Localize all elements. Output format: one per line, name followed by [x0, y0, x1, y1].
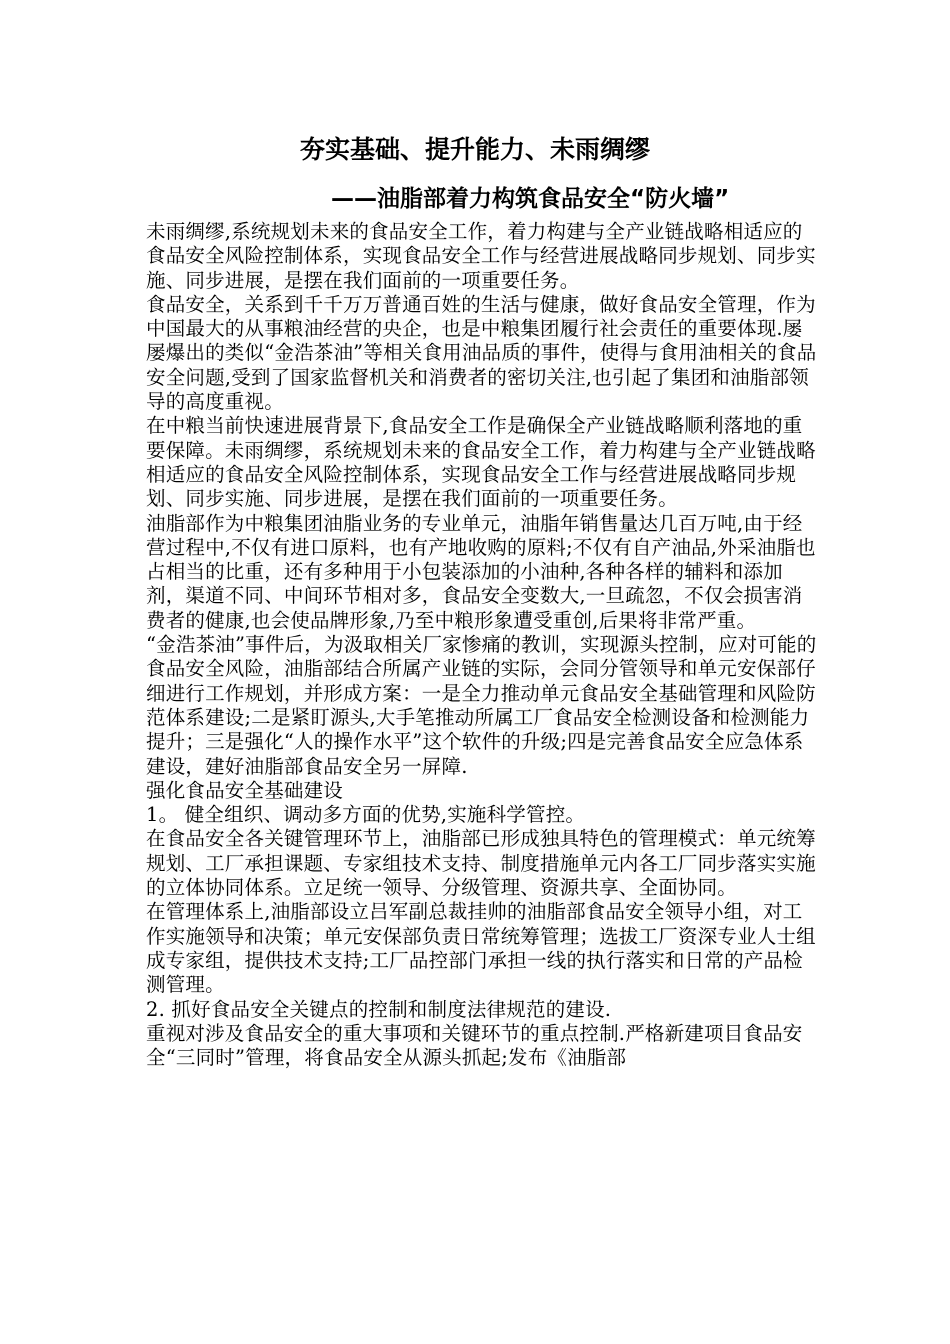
numbered-item-2: 2. 抓好食品安全关键点的控制和制度法律规范的建设. [146, 997, 612, 1021]
document-title: 夯实基础、提升能力、未雨绸缪 [299, 135, 650, 164]
paragraph-cofco-background: 在中粮当前快速进展背景下,食品安全工作是确保全产业链战略顺利落地的重要保障。未雨绸缪，系统规划未来的食品安全工作，着力构建与全产业链战略相适应的食品安全风险控制体系，实现食品安全工作与经营进展战略同步规划、同步实施、同步进展，是摆在我们面前的一项重要任务。 [146, 414, 816, 511]
document-subtitle: ——油脂部着力构筑食品安全“防火墙” [331, 186, 730, 212]
section-heading: 强化食品安全基础建设 [146, 778, 344, 802]
paragraph-management-model: 在食品安全各关键管理环节上，油脂部已形成独具特色的管理模式：单元统筹规划、工厂承担课题、专家组技术支持、制度措施单元内各工厂同步落实实施的立体协同体系。立足统一领导、分级管理、资源共享、全面协同。 [146, 827, 816, 900]
paragraph-management-system: 在管理体系上,油脂部设立吕军副总裁挂帅的油脂部食品安全领导小组，对工作实施领导和决策；单元安保部负责日常统筹管理；选拔工厂资深专业人士组成专家组，提供技术支持;工厂品控部门承担一线的执行落实和日常的产品检测管理。 [146, 900, 816, 997]
paragraph-intro: 未雨绸缪,系统规划未来的食品安全工作，着力构建与全产业链战略相适应的食品安全风险控制体系，实现食品安全工作与经营进展战略同步规划、同步实施、同步进展，是摆在我们面前的一项重要任务。 [146, 220, 816, 292]
paragraph-key-control: 重视对涉及食品安全的重大事项和关键环节的重点控制.严格新建项目食品安全“三同时”管理，将食品安全从源头抓起;发布《油脂部 [146, 1021, 803, 1070]
document-body [146, 220, 818, 1070]
paragraph-oil-department: 油脂部作为中粮集团油脂业务的专业单元，油脂年销售量达几百万吨,由于经营过程中,不仅有进口原料，也有产地收购的原料;不仅有自产油品,外采油脂也占相当的比重，还有多种用于小包装添加的小油种,各种各样的辅料和添加剂，渠道不同、中间环节相对多，食品安全变数大,一旦疏忽，不仅会损害消费者的健康,也会使品牌形象,乃至中粮形象遭受重创,后果将非常严重。 [146, 511, 816, 632]
numbered-item-1: 1。 健全组织、调动多方面的优势,实施科学管控。 [146, 803, 586, 827]
paragraph-food-safety: 食品安全，关系到千千万万普通百姓的生活与健康，做好食品安全管理，作为中国最大的从事粮油经营的央企，也是中粮集团履行社会责任的重要体现.屡屡爆出的类似“金浩茶油”等相关食用油品质的事件，使得与食用油相关的食品安全问题,受到了国家监督机关和消费者的密切关注,也引起了集团和油脂部领导的高度重视。 [146, 292, 817, 414]
paragraph-plan: “金浩茶油”事件后，为汲取相关厂家惨痛的教训，实现源头控制，应对可能的食品安全风险，油脂部结合所属产业链的实际，会同分管领导和单元安保部仔细进行工作规划，并形成方案：一是全力推动单元食品安全基础管理和风险防范体系建设;二是紧盯源头,大手笔推动所属工厂食品安全检测设备和检测能力提升；三是强化“人的操作水平”这个软件的升级;四是完善食品安全应急体系建设，建好油脂部食品安全另一屏障. [146, 633, 817, 778]
